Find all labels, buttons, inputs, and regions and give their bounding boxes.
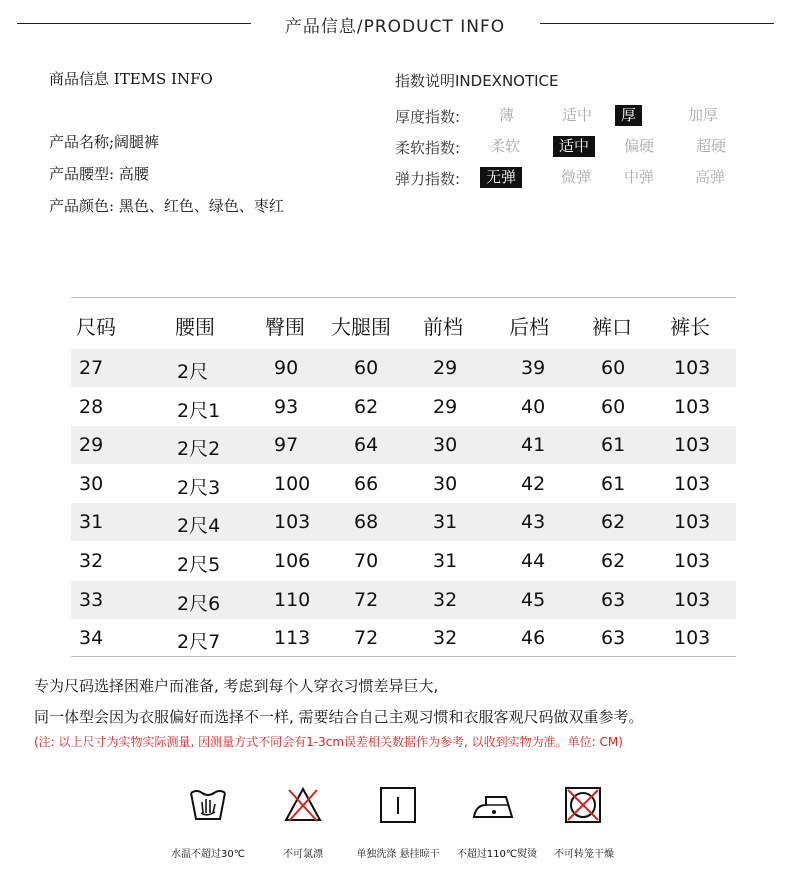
thickness-option: 加厚: [688, 106, 719, 124]
table-cell: 63: [601, 588, 626, 611]
table-cell: 62: [601, 511, 626, 534]
note-line-1: 专为尺码选择困难户而准备, 考虑到每个人穿衣习惯差异巨大,: [34, 677, 439, 695]
measurement-disclaimer: (注: 以上尺寸为实物实际测量, 因测量方式不同会有1-3cm误差相关数据作为参考, 以收到实物为准。单位: CM): [34, 735, 623, 749]
table-cell: 103: [274, 511, 311, 534]
table-cell: 93: [274, 395, 299, 418]
table-cell: 33: [79, 588, 104, 611]
table-cell: 46: [521, 627, 546, 650]
table-cell: 60: [601, 357, 626, 379]
table-cell: 31: [79, 511, 104, 534]
care-label-bleach: 不可氯漂: [283, 849, 323, 860]
col-header-thigh: 大腿围: [331, 315, 391, 339]
table-cell: 2尺2: [177, 438, 221, 461]
softness-option-selected: 适中: [553, 136, 595, 157]
table-cell: 72: [354, 588, 379, 611]
product-waist-type: 产品腰型: 高腰: [49, 165, 149, 183]
elasticity-option: 高弹: [695, 168, 726, 186]
care-label-iron: 不超过110℃熨烫: [456, 849, 538, 860]
table-cell: 31: [433, 550, 458, 572]
col-header-back-rise: 后档: [509, 315, 549, 339]
table-top-rule: [71, 297, 736, 298]
table-cell: 27: [79, 357, 104, 379]
table-cell: 32: [433, 588, 458, 611]
table-cell: 30: [79, 472, 104, 495]
thickness-index-row: [395, 105, 755, 127]
table-row: [71, 581, 736, 619]
care-label-tumble: 不可转笼干燥: [554, 849, 614, 860]
table-cell: 30: [433, 434, 458, 457]
table-cell: 103: [674, 395, 711, 418]
table-cell: 60: [601, 395, 626, 418]
table-cell: 64: [354, 434, 379, 457]
table-cell: 31: [433, 511, 458, 534]
product-name: 产品名称;阔腿裤: [49, 133, 160, 151]
items-info-title: 商品信息 ITEMS INFO: [49, 70, 213, 88]
table-cell: 41: [521, 434, 546, 457]
elasticity-option: 中弹: [624, 168, 655, 186]
col-header-waist: 腰围: [175, 315, 215, 339]
table-cell: 62: [354, 395, 379, 418]
table-cell: 103: [674, 357, 711, 379]
softness-option: 超硬: [696, 137, 727, 155]
table-cell: 90: [274, 357, 299, 379]
elasticity-index-label: 弹力指数:: [395, 170, 461, 188]
softness-index-label: 柔软指数:: [395, 139, 461, 157]
index-notice-title: 指数说明INDEXNOTICE: [395, 72, 559, 90]
col-header-hip: 臀围: [265, 315, 305, 339]
softness-option: 柔软: [490, 137, 521, 155]
col-header-leg-opening: 裤口: [592, 315, 632, 339]
table-cell: 2尺5: [177, 554, 221, 576]
table-row: [71, 465, 736, 503]
table-cell: 100: [274, 472, 311, 495]
table-bottom-rule: [71, 656, 736, 657]
table-cell: 29: [433, 357, 458, 379]
col-header-size: 尺码: [76, 315, 116, 339]
note-line-2: 同一体型会因为衣服偏好而选择不一样, 需要结合自己主观习惯和衣服客观尺码做双重参考。: [34, 708, 644, 726]
table-cell: 103: [674, 472, 711, 495]
table-cell: 113: [274, 627, 311, 650]
table-cell: 110: [274, 588, 311, 611]
thickness-option-selected: 厚: [615, 105, 642, 126]
table-row: [71, 388, 736, 426]
table-cell: 106: [274, 550, 311, 572]
table-cell: 103: [674, 627, 711, 650]
thickness-option: 薄: [499, 106, 515, 124]
care-label-dry: 单独洗涤 悬挂晾干: [356, 849, 440, 860]
table-cell: 72: [354, 627, 379, 650]
table-cell: 28: [79, 395, 104, 418]
table-cell: 2尺6: [177, 592, 221, 615]
table-cell: 70: [354, 550, 379, 572]
table-cell: 2尺7: [177, 631, 221, 654]
table-row: [71, 619, 736, 657]
thickness-option: 适中: [562, 106, 593, 124]
table-cell: 2尺3: [177, 476, 221, 499]
table-cell: 2尺4: [177, 515, 221, 538]
header-rule-right: [540, 23, 774, 24]
table-cell: 39: [521, 357, 546, 379]
softness-option: 偏硬: [624, 137, 655, 155]
wash-30-icon: [188, 785, 228, 825]
elasticity-option: 微弹: [561, 168, 592, 186]
softness-index-row: [395, 136, 755, 158]
table-cell: 62: [601, 550, 626, 572]
table-cell: 61: [601, 434, 626, 457]
table-cell: 34: [79, 627, 104, 650]
table-cell: 32: [79, 550, 104, 572]
table-cell: 30: [433, 472, 458, 495]
care-label-wash: 水温不超过30℃: [171, 849, 245, 860]
table-row: [71, 542, 736, 580]
no-bleach-icon: [283, 785, 323, 825]
col-header-front-rise: 前档: [423, 315, 463, 339]
table-cell: 61: [601, 472, 626, 495]
table-cell: 66: [354, 472, 379, 495]
table-row: [71, 349, 736, 387]
table-cell: 60: [354, 357, 379, 379]
elasticity-index-row: [395, 167, 755, 189]
table-cell: 103: [674, 511, 711, 534]
table-cell: 44: [521, 550, 546, 572]
table-cell: 45: [521, 588, 546, 611]
header-title: 产品信息/PRODUCT INFO: [284, 17, 506, 37]
table-cell: 63: [601, 627, 626, 650]
table-row: [71, 503, 736, 541]
no-tumble-dry-icon: [563, 785, 603, 825]
table-cell: 103: [674, 550, 711, 572]
table-cell: 68: [354, 511, 379, 534]
iron-110-icon: [470, 785, 518, 825]
table-cell: 97: [274, 434, 299, 457]
table-cell: 103: [674, 588, 711, 611]
table-cell: 32: [433, 627, 458, 650]
thickness-index-label: 厚度指数:: [395, 108, 461, 126]
table-cell: 29: [79, 434, 104, 457]
table-cell: 2尺: [177, 361, 209, 383]
table-cell: 103: [674, 434, 711, 457]
elasticity-option-selected: 无弹: [480, 167, 522, 188]
table-row: [71, 426, 736, 464]
table-cell: 43: [521, 511, 546, 534]
table-cell: 29: [433, 395, 458, 418]
table-cell: 2尺1: [177, 399, 221, 422]
hang-dry-icon: [378, 785, 418, 825]
table-cell: 40: [521, 395, 546, 418]
table-cell: 42: [521, 472, 546, 495]
product-colors: 产品颜色: 黑色、红色、绿色、枣红: [49, 197, 284, 215]
col-header-length: 裤长: [670, 315, 710, 339]
